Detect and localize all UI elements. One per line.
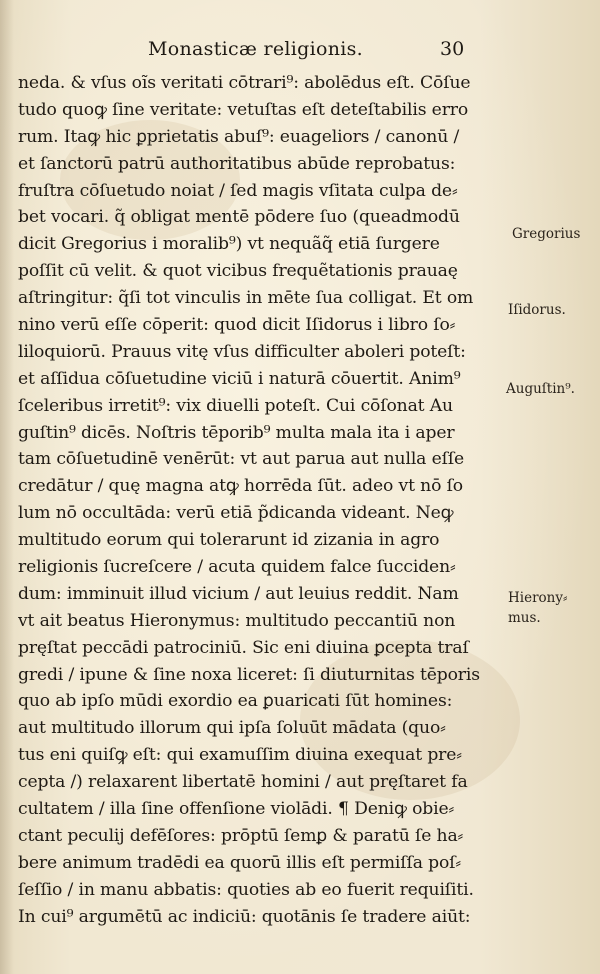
text-line: credātur / quę magna atꝙ horrēda ſūt. adeo vt nō ſo	[18, 476, 463, 497]
text-line: dicit Gregorius i moralib⁹) vt nequãq̃ etiā ſurgere	[18, 234, 440, 255]
running-title: Monasticæ religionis.	[148, 38, 364, 60]
text-line: cepta /) relaxarent libertatē homini / aut pręſtaret fa	[18, 772, 468, 793]
marginal-note-hieronymus	[508, 588, 567, 628]
text-line: tam cōſuetudinē venērūt: vt aut parua aut nulla eſſe	[18, 449, 465, 470]
marginal-note-isidorus: Iſidorus.	[508, 302, 566, 318]
text-line: cultatem / illa ſine offenſione violādi. ¶ Deniꝙ obie⸗	[18, 799, 455, 820]
text-line: pręſtat peccādi patrociniū. Sic eni diuina ꝑcepta traſ	[18, 637, 469, 658]
text-line: aſtringitur: q̃ſi tot vinculis in mēte ſua colligat. Et om	[18, 288, 474, 309]
text-line: poſſit cū velit. & quot vicibus frequẽtationis prauaę	[18, 261, 458, 282]
text-line: tus eni quiſꝙ eſt: qui examuſſim diuina exequat pre⸗	[18, 745, 462, 766]
text-line: et ſanctorū patrū authoritatibus abūde reprobatus:	[18, 153, 456, 174]
folio-number: 30	[440, 38, 465, 60]
marginal-note-line: Hierony⸗	[508, 590, 568, 606]
text-line: dum: imminuit illud vicium / aut leuius reddit. Nam	[18, 583, 459, 604]
text-line: lum nō occultāda: verū etiā p̃dicanda videant. Neꝙ	[18, 503, 454, 524]
main-text-block	[18, 70, 514, 931]
page-header	[148, 38, 468, 66]
text-line: gredi / ipune & ſine noxa liceret: ſi diuturnitas tēporis	[18, 664, 480, 685]
text-line: aut multitudo illorum qui ipſa ſoluūt mādata (quo⸗	[18, 718, 446, 739]
text-line: fruſtra cōſuetudo noiat / ſed magis vſitata culpa de⸗	[18, 180, 458, 201]
text-line: tudo quoꝙ ſine veritate: vetuſtas eſt deteſtabilis erro	[18, 99, 469, 120]
text-line: liloquiorū. Prauus vitę vſus difficulter aboleri poteſt:	[18, 341, 466, 362]
text-line: guſtin⁹ dicēs. Noſtris tēporib⁹ multa mala ita i aper	[18, 422, 455, 443]
text-line: religionis ſucreſcere / acuta quidem falce ſucciden⸗	[18, 557, 456, 578]
text-line: et aſſidua cōſuetudine viciū i naturā cōuertit. Anim⁹	[18, 368, 461, 389]
marginal-note-augustinus: Auguſtin⁹.	[506, 381, 575, 397]
text-line: vt ait beatus Hieronymus: multitudo peccantiū non	[18, 610, 456, 631]
text-line: multitudo eorum qui tolerarunt id zizania in agro	[18, 530, 440, 551]
text-line: nino verū eſſe cōperit: quod dicit Iſidorus i libro ſo⸗	[18, 315, 456, 336]
marginal-note-gregorius: Gregorius	[512, 226, 581, 242]
text-line: rum. Itaꝙ hic ꝑprietatis abuſ⁹: euageliors / canonū /	[18, 126, 460, 147]
text-line: In cui⁹ argumētū ac indiciū: quotānis ſe tradere aiūt:	[18, 906, 471, 927]
text-line: ſeſſio / in manu abbatis: quoties ab eo fuerit requiſiti.	[18, 879, 474, 900]
text-line: ctant peculij defēſores: prōptū ſemꝑ & paratū ſe ha⸗	[18, 825, 464, 846]
text-line: neda. & vſus oĩs veritati cōtrari⁹: abolēdus eſt. Cōſue	[18, 73, 471, 93]
marginal-note-line: mus.	[508, 610, 541, 626]
text-line: quo ab ipſo mūdi exordio ea ꝑuaricati ſūt homines:	[18, 691, 453, 712]
text-line: bet vocari. q̃ obligat mentē pōdere ſuo (queadmodū	[18, 207, 460, 228]
gutter-shadow	[0, 0, 14, 974]
text-line: bere animum tradēdi ea quorū illis eſt permiſſa poſ⸗	[18, 852, 461, 873]
text-line: ſceleribus irretit⁹: vix diuelli poteſt. Cui cōſonat Au	[18, 395, 453, 416]
